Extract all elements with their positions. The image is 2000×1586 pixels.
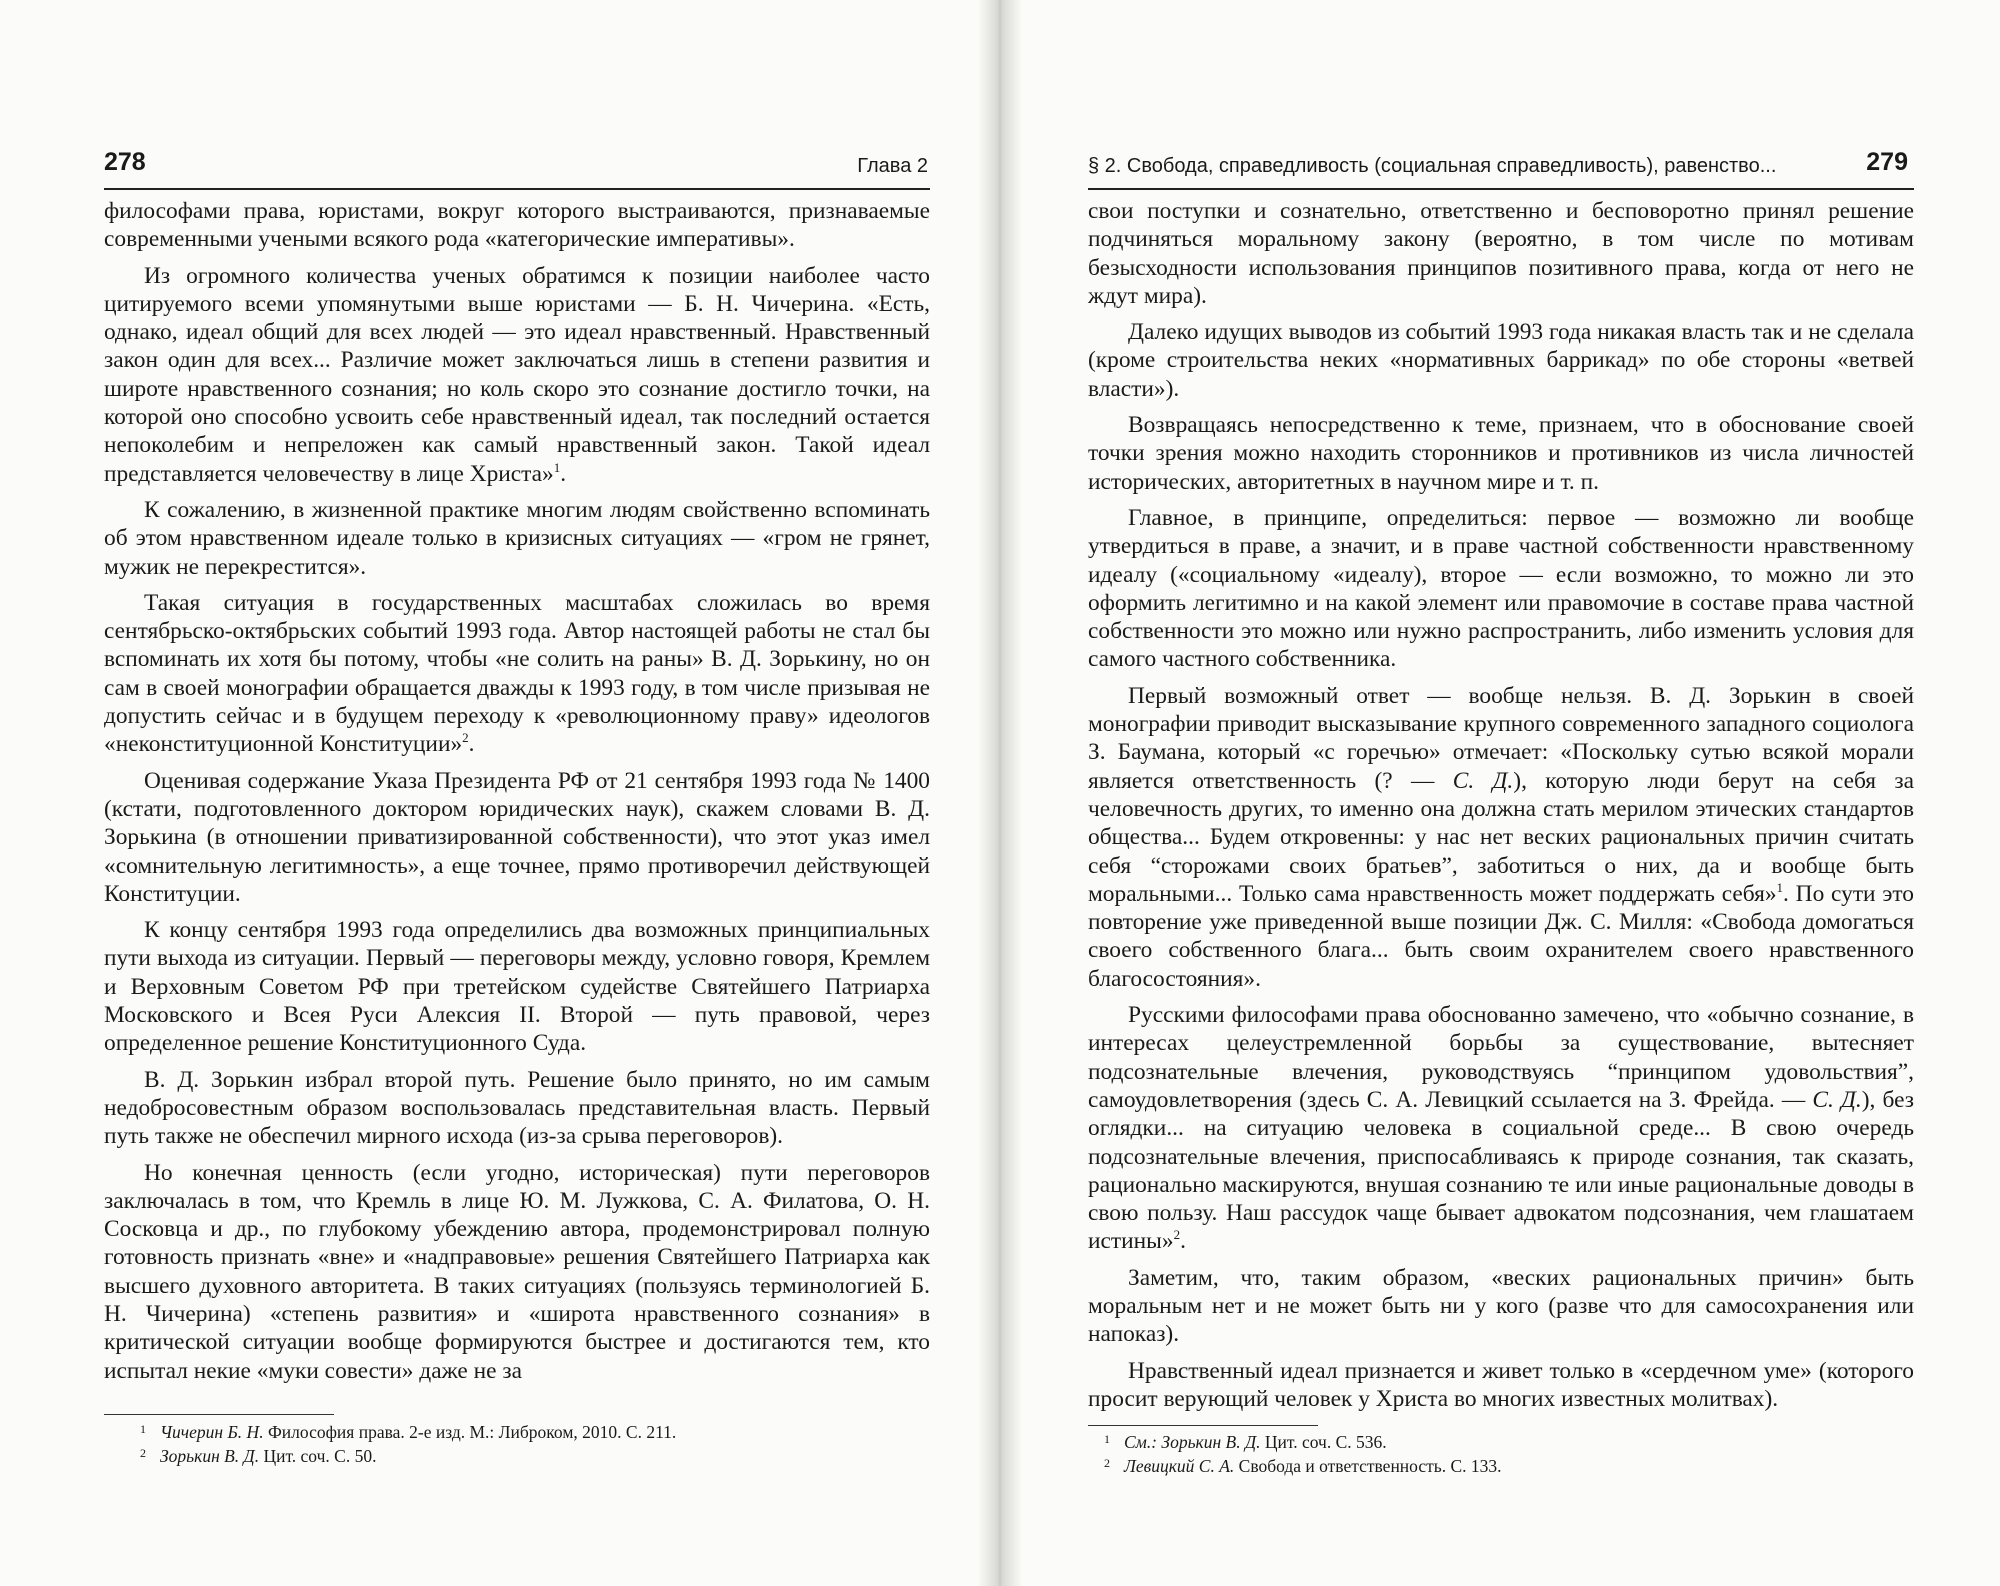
footnote-ref: 1 bbox=[1776, 880, 1784, 896]
text-run: Такая ситуация в государственных масштабах сложилась во время сентябрьско-октябрьских событий 1993 года. Автор настоящей работы не стал бы вспоминать их хотя бы потому, чтобы «не солить на раны» В. Д. Зорькину, но он сам в своей монографии обращается дважды к 1993 году, в том числе призывая не допустить сейчас и в будущем переходу к «революционному праву» идеологов «неконституционной Конституции» bbox=[104, 589, 930, 758]
right-page-header bbox=[1088, 148, 1914, 190]
text-run: Заметим, что, таким образом, «веских рациональных причин» быть моральным нет и не может быть ни у кого (разве что для самосохранения или напоказ). bbox=[1088, 1264, 1914, 1348]
paragraph bbox=[1088, 197, 1914, 310]
left-footnote-rule bbox=[104, 1414, 334, 1415]
left-page bbox=[0, 0, 996, 1586]
footnote-author: Зорькин В. Д. bbox=[160, 1446, 260, 1466]
text-run: . bbox=[1180, 1228, 1186, 1255]
paragraph bbox=[104, 589, 930, 759]
footnote-text: Цит. соч. С. 50. bbox=[259, 1446, 377, 1466]
paragraph bbox=[104, 1159, 930, 1385]
footnote-text: Цит. соч. С. 536. bbox=[1260, 1432, 1387, 1452]
text-run: Оценивая содержание Указа Президента РФ от 21 сентября 1993 года № 1400 (кстати, подготовленного доктором юридических наук), скажем словами В. Д. Зорькина (в отношении приватизированной собственности), что этот указ имел «сомнительную легитимность», а еще точнее, прямо противоречил действующей Конституции. bbox=[104, 767, 930, 907]
left-page-header bbox=[104, 148, 930, 190]
text-run: . По сути это повторение уже приведенной выше позиции Дж. С. Милля: «Свобода домогаться своего собственного блага... быть своим охранителем своего нравственного благосостояния». bbox=[1088, 880, 1914, 992]
paragraph bbox=[1088, 1357, 1914, 1414]
paragraph bbox=[104, 262, 930, 488]
text-run: В. Д. Зорькин избрал второй путь. Решение было принято, но им самым недобросовестным образом воспользовалась представительная власть. Первый путь также не обеспечил мирного исхода (из-за срыва переговоров). bbox=[104, 1066, 930, 1150]
paragraph bbox=[104, 1066, 930, 1151]
text-run: Нравственный идеал признается и живет только в «сердечном уме» (которого просит верующий человек у Христа во многих известных молитвах). bbox=[1088, 1357, 1914, 1412]
paragraph bbox=[1088, 318, 1914, 403]
text-run: Первый возможный ответ — вообще нельзя. В. Д. Зорькин в своей монографии приводит высказывание крупного современного западного социолога З. Баумана, который «с горечью» отмечает: «Поскольку сутью всякой морали является ответственность (? — bbox=[1088, 682, 1914, 794]
left-running-head: Глава 2 bbox=[857, 155, 928, 177]
right-page bbox=[1004, 0, 2000, 1586]
footnote-author: См.: Зорькин В. Д. bbox=[1124, 1432, 1261, 1452]
left-footnotes bbox=[140, 1420, 920, 1468]
paragraph bbox=[1088, 504, 1914, 674]
text-run: философами права, юристами, вокруг которого выстраиваются, признаваемые современными учеными всякого рода «категорические императивы». bbox=[104, 198, 930, 253]
footnote-ref: 1 bbox=[553, 459, 561, 475]
paragraph bbox=[1088, 1001, 1914, 1256]
text-run: . bbox=[468, 731, 475, 758]
footnote-ref: 2 bbox=[462, 730, 469, 746]
paragraph bbox=[104, 916, 930, 1057]
emphasis: С. Д. bbox=[1452, 767, 1514, 794]
left-page-body bbox=[104, 197, 930, 1393]
right-footnotes bbox=[1104, 1430, 1884, 1478]
footnote-author: Чичерин Б. Н. bbox=[160, 1422, 264, 1442]
paragraph bbox=[1088, 411, 1914, 496]
right-footnote-rule bbox=[1088, 1425, 1318, 1426]
emphasis: С. Д. bbox=[1812, 1086, 1862, 1113]
text-run: Далеко идущих выводов из событий 1993 года никакая власть так и не сделала (кроме строительства неких «нормативных баррикад» по обе стороны «ветвей власти»). bbox=[1088, 319, 1914, 402]
footnote-mark: 1 bbox=[140, 1422, 146, 1436]
text-run: К сожалению, в жизненной практике многим людям свойственно вспоминать об этом нравственном идеале только в кризисных ситуациях — «гром не грянет, мужик не перекрестится». bbox=[104, 496, 930, 580]
footnote bbox=[1104, 1454, 1884, 1478]
paragraph bbox=[104, 197, 930, 254]
footnote-mark: 2 bbox=[1104, 1456, 1110, 1470]
text-run: Но конечная ценность (если угодно, историческая) пути переговоров заключалась в том, что Кремль в лице Ю. М. Лужкова, С. А. Филатова, О. Н. Сосковца и др., по глубокому убеждению автора, продемонстрировал полную готовность признать «вне» и «надправовые» решения Святейшего Патриарха как высшего духовного авторитета. В таких ситуациях (пользуясь терминологией Б. Н. Чичерина) «степень развития» и «широта нравственного сознания» в критической ситуации вообще формируются быстрее и достигаются тем, кто испытал некие «муки совести» даже не за bbox=[104, 1159, 930, 1384]
text-run: свои поступки и сознательно, ответственно и бесповоротно принял решение подчиняться моральному закону (вероятно, в том числе по мотивам безысходности использования принципов позитивного права, когда от него не ждут мира). bbox=[1088, 198, 1914, 309]
text-run: ), которую люди берут на себя за человечность других, то именно она должна стать мерилом этических стандартов общества... Будем откровенны: у нас нет веских рациональных причин считать себя “сторожами своих братьев”, заботиться о них, да и вообще быть моральными... Только сама нравственность может поддержать себя» bbox=[1088, 767, 1914, 907]
footnote-mark: 1 bbox=[1104, 1432, 1110, 1446]
left-page-number: 278 bbox=[104, 148, 146, 176]
paragraph bbox=[104, 767, 930, 908]
footnote bbox=[140, 1420, 920, 1444]
footnote-mark: 2 bbox=[140, 1446, 146, 1460]
text-run: Возвращаясь непосредственно к теме, признаем, что в обоснование своей точки зрения можно находить сторонников и противников из числа личностей исторических, авторитетных в научном мире и т. п. bbox=[1088, 412, 1914, 495]
text-run: К концу сентября 1993 года определились два возможных принципиальных пути выхода из ситуации. Первый — переговоры между, условно говоря, Кремлем и Верховным Советом РФ при третейском судействе Святейшего Патриарха Московского и Всея Руси Алексия II. Второй — путь правовой, через определенное решение Конституционного Суда. bbox=[104, 917, 930, 1057]
book-gutter bbox=[978, 0, 1022, 1586]
footnote bbox=[140, 1444, 920, 1468]
footnote bbox=[1104, 1430, 1884, 1454]
text-run: Русскими философами права обоснованно замечено, что «обычно сознание, в интересах целеустремленной борьбы за существование, вытесняет подсознательные влечения, руководствуясь “принципом удовольствия”, самоудовлетворения (здесь С. А. Левицкий ссылается на З. Фрейда. — bbox=[1088, 1002, 1914, 1113]
footnote-author: Левицкий С. А. bbox=[1124, 1456, 1235, 1476]
right-page-number: 279 bbox=[1866, 148, 1908, 176]
footnote-ref: 2 bbox=[1173, 1227, 1181, 1243]
footnote-text: Свобода и ответственность. С. 133. bbox=[1234, 1456, 1502, 1476]
right-page-body bbox=[1088, 197, 1914, 1421]
text-run: ), без оглядки... на ситуацию человека в социальной среде... В свою очередь подсознательные влечения, приспосабливаясь к природе сознания, так сказать, рационально маскируются, внушая сознанию те или иные рациональные доводы в свою пользу. Наш рассудок чаще бывает адвокатом подсознания, чем глашатаем истины» bbox=[1088, 1086, 1915, 1255]
text-run: Из огромного количества ученых обратимся к позиции наиболее часто цитируемого всеми упомянутыми выше юристами — Б. Н. Чичерина. «Есть, однако, идеал общий для всех людей — это идеал нравственный. Нравственный закон один для всех... Различие может заключаться лишь в степени развития и широте нравственного сознания; но коль скоро это сознание достигло точки, на которой оно способно усвоить себе нравственный идеал, так последний остается непоколебим и непреложен как самый нравственный закон. Такой идеал представляется человечеству в лице Христа» bbox=[104, 262, 930, 487]
footnote-text: Философия права. 2-е изд. М.: Либроком, 2010. С. 211. bbox=[263, 1422, 677, 1442]
paragraph bbox=[1088, 1264, 1914, 1349]
right-running-head: § 2. Свобода, справедливость (социальная справедливость), равенство... bbox=[1088, 155, 1777, 177]
text-run: Главное, в принципе, определиться: первое — возможно ли вообще утвердиться в праве, а значит, и в праве частной собственности нравственному идеалу («социальному «идеалу), второе — если возможно, то можно ли это оформить легитимно и на какой элемент или правомочие в составе права частной собственности это можно или нужно распространить, либо изменить условия для самого частного собственника. bbox=[1088, 504, 1914, 673]
paragraph bbox=[104, 496, 930, 581]
paragraph bbox=[1088, 682, 1914, 993]
text-run: . bbox=[560, 460, 567, 487]
